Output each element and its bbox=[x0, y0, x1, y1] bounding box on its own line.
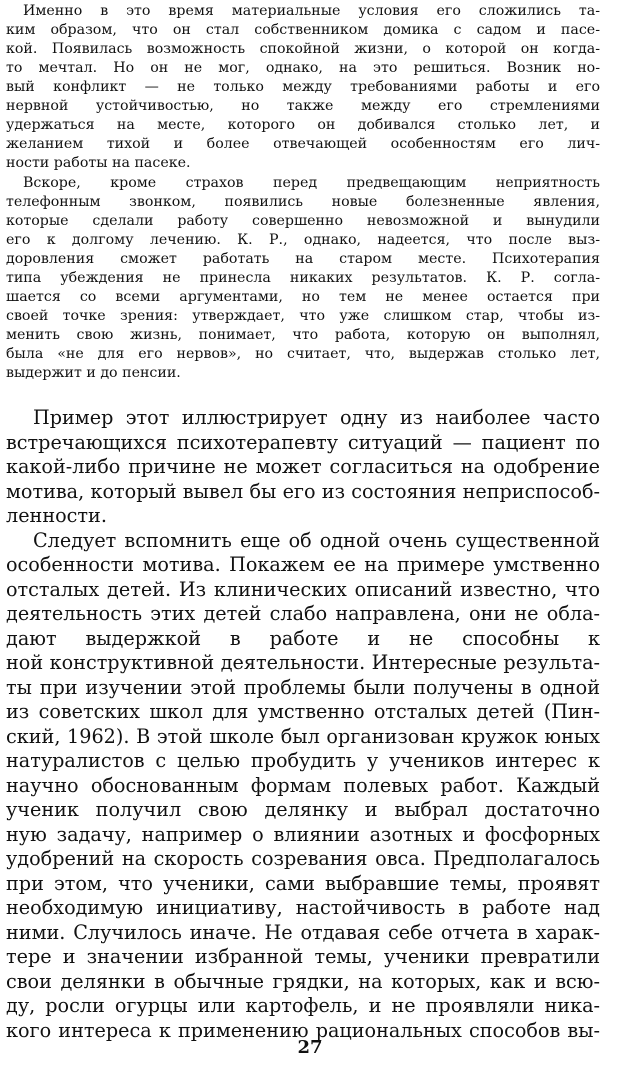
body-line: ной конструктивной деятельности. Интересные результа- bbox=[6, 651, 600, 674]
quote-line: доровления сможет работать на старом месте. Психотерапия bbox=[6, 251, 600, 267]
body-line: натуралистов с целью пробудить у учеников интерес к bbox=[6, 749, 600, 772]
body-line: встречающихся психотерапевту ситуаций — пациент по bbox=[6, 430, 600, 454]
quote-line: желанием тихой и более отвечающей особенностям его лич- bbox=[6, 136, 600, 152]
body-line: ский, 1962). В этой школе был организован кружок юных bbox=[6, 724, 600, 748]
body-line: Следует вспомнить еще об одной очень существенной bbox=[33, 528, 600, 552]
quote-line: выдержит и до пенсии. bbox=[6, 365, 181, 381]
quote-line: кой. Появилась возможность спокойной жизни, о которой он когда- bbox=[6, 41, 600, 57]
body-line: Пример этот иллюстрирует одну из наиболее часто bbox=[33, 406, 600, 429]
quote-line: Именно в это время материальные условия его сложились та- bbox=[23, 3, 600, 19]
body-line: деятельность этих детей слабо направлена, они не обла- bbox=[6, 602, 600, 625]
body-line: кого интереса к применению рациональных способов вы- bbox=[6, 1018, 600, 1042]
quote-line: его к долгому лечению. К. Р., однако, надеется, что после выз- bbox=[6, 232, 600, 248]
quote-line: удержаться на месте, которого он добивался столько лет, и bbox=[6, 117, 600, 133]
body-line: ленности. bbox=[6, 504, 107, 527]
quote-line: ким образом, что он стал собственником домика с садом и пасе- bbox=[6, 22, 600, 38]
quote-line: телефонным звонком, появились новые болезненные явления, bbox=[6, 194, 600, 210]
body-line: научно обоснованным формам полевых работ. Каждый bbox=[6, 773, 600, 797]
body-line: из советских школ для умственно отсталых детей (Пин- bbox=[6, 700, 600, 723]
quote-line: менить свою жизнь, понимает, что работа, которую он выполнял, bbox=[6, 327, 600, 343]
body-line: ты при изучении этой проблемы были получены в одной bbox=[6, 675, 600, 699]
body-line: мотива, который вывел бы его из состояния неприспособ- bbox=[6, 479, 600, 503]
body-line: дают выдержкой в работе и не способны к bbox=[6, 626, 600, 650]
quote-line: Вскоре, кроме страхов перед предвещающим неприятность bbox=[23, 175, 600, 191]
page-number: 27 bbox=[297, 1037, 323, 1058]
body-line: тере и значении избранной темы, ученики превратили bbox=[6, 945, 600, 968]
body-line: при этом, что ученики, сами выбравшие темы, проявят bbox=[6, 871, 600, 895]
body-line: ную задачу, например о влиянии азотных и фосфорных bbox=[6, 822, 600, 846]
body-line: удобрений на скорость созревания овса. Предполагалось bbox=[6, 847, 600, 870]
quote-line: типа убеждения не принесла никаких результатов. К. Р. согла- bbox=[6, 270, 600, 286]
quote-line: своей точке зрения: утверждает, что уже слишком стар, чтобы из- bbox=[6, 308, 600, 324]
quote-line: ности работы на пасеке. bbox=[6, 155, 191, 171]
body-line: особенности мотива. Покажем ее на примере умственно bbox=[6, 553, 600, 576]
quote-line: была «не для его нервов», но считает, что, выдержав столько лет, bbox=[6, 346, 600, 362]
body-line: необходимую инициативу, настойчивость в работе над bbox=[6, 896, 600, 919]
quote-line: вый конфликт — не только между требованиями работы и его bbox=[6, 79, 600, 95]
body-line: ду, росли огурцы или картофель, и не проявляли ника- bbox=[6, 994, 600, 1017]
body-line: ученик получил свою делянку и выбрал достаточно bbox=[6, 798, 600, 821]
body-line: ними. Случилось иначе. Не отдавая себе отчета в харак- bbox=[6, 920, 600, 944]
quote-line: которые сделали работу совершенно невозможной и вынудили bbox=[6, 213, 600, 229]
body-line: отсталых детей. Из клинических описаний известно, что bbox=[6, 577, 600, 601]
quote-line: шается со всеми аргументами, но тем не менее остается при bbox=[6, 289, 600, 305]
body-line: свои делянки в обычные грядки, на которых, как и всю- bbox=[6, 969, 600, 993]
body-line: какой-либо причине не может согласиться на одобрение bbox=[6, 455, 600, 478]
quote-line: нервной устойчивостью, но также между его стремлениями bbox=[6, 98, 600, 114]
quote-line: то мечтал. Но он не мог, однако, на это решиться. Возник но- bbox=[6, 60, 600, 76]
